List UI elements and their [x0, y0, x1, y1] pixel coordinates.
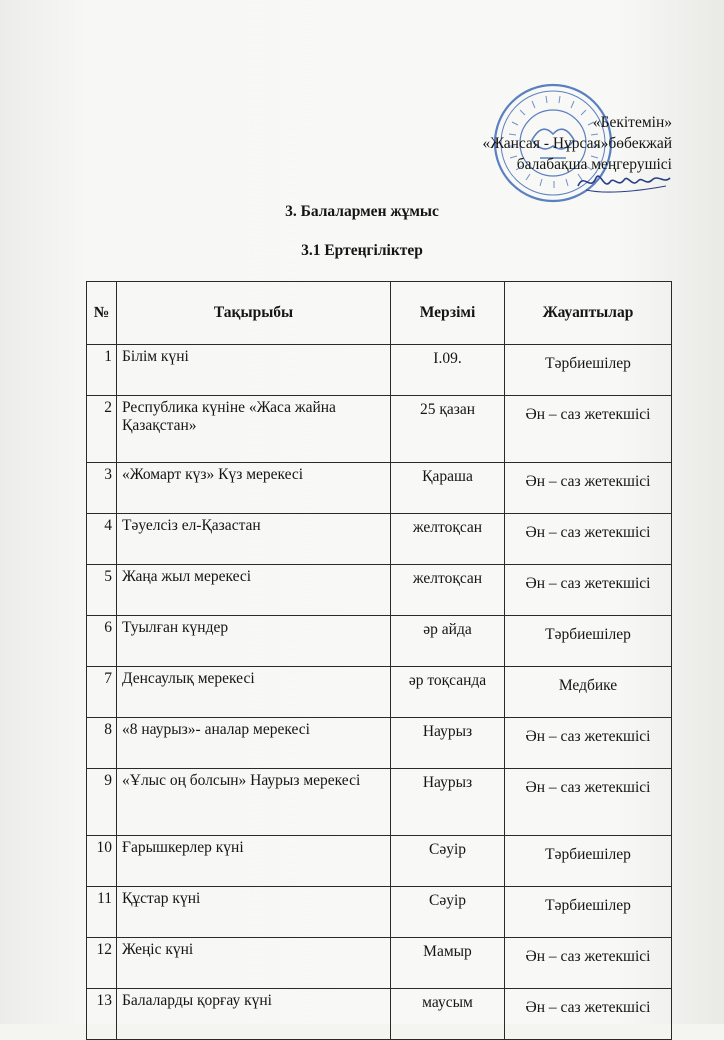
section-title: 3. Балалармен жұмыс	[285, 203, 439, 220]
row-date: Наурыз	[391, 718, 505, 769]
row-responsible: Ән – саз жетекшісі	[505, 565, 672, 616]
row-number: 13	[87, 989, 117, 1040]
row-topic: Тәуелсіз ел-Қазастан	[117, 514, 391, 565]
row-topic: «Ұлыс оң болсын» Наурыз мерекесі	[117, 769, 391, 836]
row-responsible: Ән – саз жетекшісі	[505, 769, 672, 836]
table-row	[87, 667, 672, 718]
row-number: 6	[87, 616, 117, 667]
table-row	[87, 463, 672, 514]
row-topic: Республика күніне «Жаса жайна Қазақстан»	[117, 396, 391, 463]
table-row	[87, 565, 672, 616]
row-number: 8	[87, 718, 117, 769]
row-responsible: Тәрбиешілер	[505, 616, 672, 667]
row-date: Қараша	[391, 463, 505, 514]
row-date: әр тоқсанда	[391, 667, 505, 718]
row-topic: «8 наурыз»- аналар мерекесі	[117, 718, 391, 769]
row-responsible: Ән – саз жетекшісі	[505, 989, 672, 1040]
row-responsible: Ән – саз жетекшісі	[505, 396, 672, 463]
row-date: Сәуір	[391, 836, 505, 887]
row-responsible: Тәрбиешілер	[505, 887, 672, 938]
row-date: Сәуір	[391, 887, 505, 938]
row-date: маусым	[391, 989, 505, 1040]
table-row	[87, 887, 672, 938]
row-responsible: Ән – саз жетекшісі	[505, 514, 672, 565]
row-topic: Ғарышкерлер күні	[117, 836, 391, 887]
row-number: 4	[87, 514, 117, 565]
row-date: желтоқсан	[391, 565, 505, 616]
row-number: 5	[87, 565, 117, 616]
row-date: I.09.	[391, 345, 505, 396]
table-row	[87, 836, 672, 887]
row-number: 12	[87, 938, 117, 989]
header-num: №	[87, 282, 117, 345]
approval-block	[482, 112, 672, 175]
row-date: 25 қазан	[391, 396, 505, 463]
row-number: 2	[87, 396, 117, 463]
row-topic: Құстар күні	[117, 887, 391, 938]
approval-line-3: балабақша меңгерушісі	[516, 156, 672, 173]
row-number: 9	[87, 769, 117, 836]
subsection-title: 3.1 Ертеңгіліктер	[301, 242, 423, 259]
row-number: 10	[87, 836, 117, 887]
row-date: Наурыз	[391, 769, 505, 836]
table-header-row	[87, 282, 672, 345]
row-topic: «Жомарт күз» Күз мерекесі	[117, 463, 391, 514]
row-responsible: Медбике	[505, 667, 672, 718]
table-row	[87, 769, 672, 836]
row-topic: Білім күні	[117, 345, 391, 396]
row-number: 11	[87, 887, 117, 938]
header-topic: Тақырыбы	[117, 282, 391, 345]
table-row	[87, 396, 672, 463]
table-row	[87, 514, 672, 565]
row-topic: Жеңіс күні	[117, 938, 391, 989]
table-row	[87, 345, 672, 396]
approval-line-1: «Бекітемін»	[592, 114, 672, 131]
events-table	[86, 281, 672, 1040]
row-responsible: Ән – саз жетекшісі	[505, 938, 672, 989]
approval-line-2: «Жансая - Нұрсая»бөбекжай	[482, 135, 672, 152]
row-date: әр айда	[391, 616, 505, 667]
row-number: 7	[87, 667, 117, 718]
row-number: 3	[87, 463, 117, 514]
header-date: Мерзімі	[391, 282, 505, 345]
row-responsible: Ән – саз жетекшісі	[505, 463, 672, 514]
row-date: желтоқсан	[391, 514, 505, 565]
table-row	[87, 616, 672, 667]
row-number: 1	[87, 345, 117, 396]
header-responsible: Жауаптылар	[505, 282, 672, 345]
row-topic: Балаларды қорғау күні	[117, 989, 391, 1040]
row-date: Мамыр	[391, 938, 505, 989]
table-row	[87, 989, 672, 1040]
row-responsible: Тәрбиешілер	[505, 345, 672, 396]
row-responsible: Ән – саз жетекшісі	[505, 718, 672, 769]
row-topic: Туылған күндер	[117, 616, 391, 667]
row-responsible: Тәрбиешілер	[505, 836, 672, 887]
table-row	[87, 718, 672, 769]
row-topic: Жаңа жыл мерекесі	[117, 565, 391, 616]
table-row	[87, 938, 672, 989]
row-topic: Денсаулық мерекесі	[117, 667, 391, 718]
